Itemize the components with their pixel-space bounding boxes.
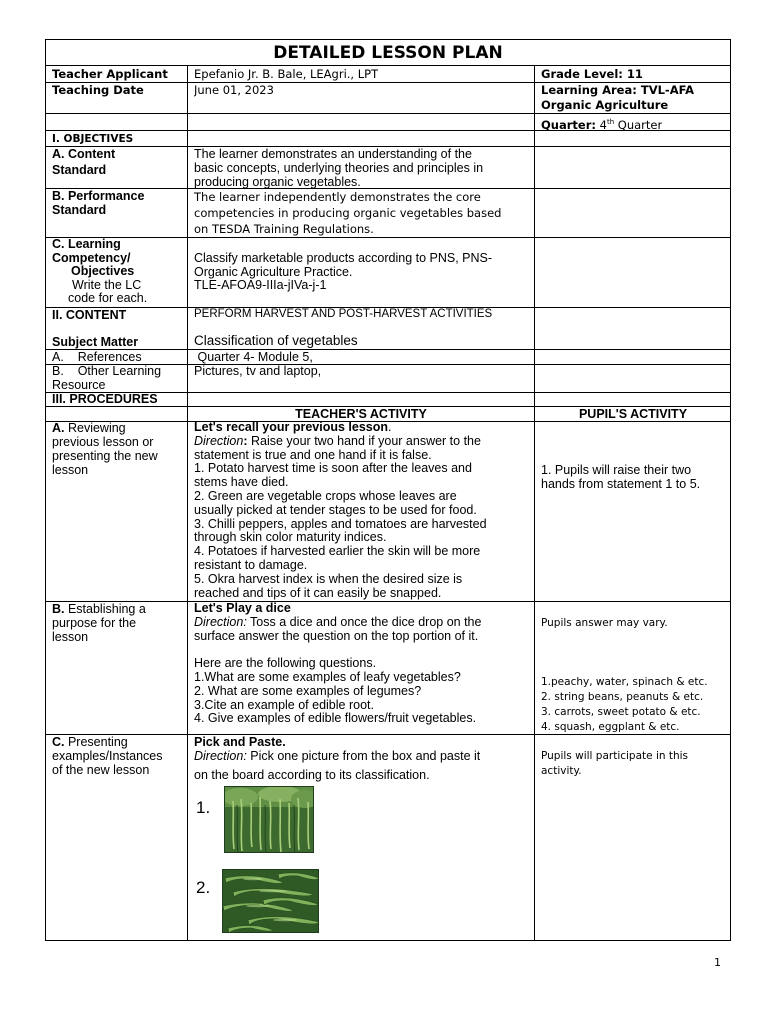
performance-standard-text xyxy=(194,189,501,237)
label-line: Resource xyxy=(52,378,106,392)
direction-line: surface answer the question on the top portion of it. xyxy=(194,628,479,643)
page-number: 1 xyxy=(714,956,721,969)
quarter-suffix: th xyxy=(606,118,615,126)
performance-standard-label xyxy=(52,189,144,217)
text-line: Pupils will participate in this xyxy=(541,750,689,762)
quarter-label: Quarter: xyxy=(541,117,596,132)
label-line: purpose for the xyxy=(52,616,137,630)
label-line: C. Learning xyxy=(52,238,121,251)
green-beans-illustration xyxy=(223,870,319,933)
text-line: TLE-AFOA9-IIIa-jIVa-j-1 xyxy=(194,278,327,293)
list-item: resistant to damage. xyxy=(194,557,308,572)
picture-1-number: 1. xyxy=(196,798,211,817)
label-line: lesson xyxy=(52,630,89,644)
date-label: Teaching Date xyxy=(52,83,144,97)
answer-item: 3. carrots, sweet potato & etc. xyxy=(541,706,701,718)
direction-line xyxy=(194,616,481,630)
label-line: lesson xyxy=(52,463,89,477)
procedure-b-label xyxy=(52,602,146,644)
lesson-plan-table xyxy=(45,39,731,941)
list-item: 2. Green are vegetable crops whose leaves are xyxy=(194,488,457,503)
label-text: Presenting xyxy=(64,735,128,749)
content-heading: II. CONTENT xyxy=(52,308,127,322)
answer-item: 4. squash, eggplant & etc. xyxy=(541,721,680,733)
teacher-activity-header: TEACHER'S ACTIVITY xyxy=(295,407,427,421)
label-text: Reviewing xyxy=(64,421,126,435)
column-divider xyxy=(187,66,188,941)
direction-line: on the board according to its classification. xyxy=(194,768,430,782)
procedure-b-pupil-note: Pupils answer may vary. xyxy=(541,617,668,629)
activity-title: Pick and Paste. xyxy=(194,735,286,749)
row-divider xyxy=(46,349,730,350)
column-divider xyxy=(534,66,535,941)
direction-text: Toss a dice and once the dice drop on the xyxy=(246,614,482,629)
answer-item: 2. string beans, peanuts & etc. xyxy=(541,691,704,703)
title-text: Let's recall your previous lesson xyxy=(194,421,389,434)
subject-matter-text: Classification of vegetables xyxy=(194,334,358,348)
procedure-a-teacher xyxy=(194,421,487,600)
direction-label: Direction xyxy=(194,433,244,448)
text-line: competencies in producing organic vegetables based xyxy=(194,206,502,220)
text-line: basic concepts, underlying theories and principles in xyxy=(194,161,484,175)
procedure-c-teacher xyxy=(194,735,480,782)
quarter-number: 4 xyxy=(599,117,607,132)
procedure-b-pupil-answers xyxy=(541,675,708,735)
label-line: A. Content xyxy=(52,147,116,161)
blank-line xyxy=(194,643,481,657)
label-text: Establishing a xyxy=(64,602,146,616)
text-line: The learner demonstrates an understanding of the xyxy=(194,147,472,161)
label-line: B. Performance xyxy=(52,189,145,203)
direction-label: Direction: xyxy=(194,749,247,763)
procedures-heading: III. PROCEDURES xyxy=(52,392,158,406)
direction-label: Direction: xyxy=(194,614,247,629)
content-heading-text: PERFORM HARVEST AND POST-HARVEST ACTIVITIES xyxy=(194,308,493,320)
list-item: through skin color maturity indices. xyxy=(194,530,387,545)
direction-colon: : xyxy=(243,433,248,448)
list-item: 5. Okra harvest index is when the desired size is xyxy=(194,571,463,586)
label-line: examples/Instances xyxy=(52,749,163,763)
label-line: presenting the new xyxy=(52,449,158,463)
label-line: Write the LC xyxy=(72,277,142,292)
text-line: Organic Agriculture Practice. xyxy=(194,264,353,279)
label-line: previous lesson or xyxy=(52,435,154,449)
label-line: Standard xyxy=(52,163,107,177)
quarter xyxy=(541,115,662,133)
label-line: B. Other Learning xyxy=(52,364,162,378)
question-item: 1.What are some examples of leafy vegetables? xyxy=(194,669,461,684)
title-end: . xyxy=(388,421,392,434)
teacher-value: Epefanio Jr. B. Bale, LEAgri., LPT xyxy=(194,67,379,81)
activity-title xyxy=(194,421,487,435)
references-text: Quarter 4- Module 5, xyxy=(194,350,313,364)
row-divider xyxy=(46,113,730,114)
direction-line: statement is true and one hand if it is false. xyxy=(194,447,432,462)
text-line: activity. xyxy=(541,765,582,777)
pupil-activity-header: PUPIL'S ACTIVITY xyxy=(578,407,688,421)
list-item: 1. Potato harvest time is soon after the leaves and xyxy=(194,461,472,476)
other-resources-text: Pictures, tv and laptop, xyxy=(194,364,322,378)
green-beans-image xyxy=(222,869,319,933)
text-line: Classify marketable products according to PNS, PNS- xyxy=(194,252,493,265)
date-value: June 01, 2023 xyxy=(194,83,274,97)
label-line: Standard xyxy=(52,203,107,217)
learning-area-line: Learning Area: TVL-AFA xyxy=(541,83,695,97)
label-prefix: B. xyxy=(52,602,65,616)
learning-area xyxy=(541,83,694,113)
question-item: 3.Cite an example of edible root. xyxy=(194,697,374,712)
intro-line: Here are the following questions. xyxy=(194,656,377,671)
text-line: on TESDA Training Regulations. xyxy=(194,222,374,236)
content-standard-label xyxy=(52,147,115,177)
list-item: reached and tips of it can easily be snapped. xyxy=(194,585,442,600)
label-line xyxy=(52,602,146,616)
procedure-a-label xyxy=(52,421,158,477)
label-line: code for each. xyxy=(68,291,148,306)
other-resources-label xyxy=(52,364,161,392)
direction-text: Raise your two hand if your answer to the xyxy=(247,433,481,448)
objectives-heading: I. OBJECTIVES xyxy=(52,133,134,145)
learning-competency-text xyxy=(194,252,492,293)
question-item: 2. What are some examples of legumes? xyxy=(194,683,422,698)
label-line: Competency/ xyxy=(52,250,131,265)
procedure-c-label xyxy=(52,735,162,777)
list-item: usually picked at tender stages to be used for food. xyxy=(194,502,477,517)
text-line: hands from statement 1 to 5. xyxy=(541,477,701,491)
direction-text: Pick one picture from the box and paste it xyxy=(246,749,481,763)
activity-title: Let's Play a dice xyxy=(194,602,291,615)
direction-line xyxy=(194,435,487,449)
procedure-b-teacher xyxy=(194,602,481,726)
references-label: A. References xyxy=(52,350,142,364)
procedure-a-pupil xyxy=(541,463,700,491)
picture-2-number: 2. xyxy=(196,878,211,897)
question-item: 4. Give examples of edible flowers/fruit vegetables. xyxy=(194,711,477,726)
procedure-c-pupil xyxy=(541,749,688,779)
learning-area-line: Organic Agriculture xyxy=(541,98,669,112)
label-prefix: C. xyxy=(52,735,65,749)
answer-item: 1.peachy, water, spinach & etc. xyxy=(541,676,708,688)
text-line: The learner independently demonstrates the core xyxy=(194,190,481,204)
list-item: stems have died. xyxy=(194,475,289,490)
label-line xyxy=(52,735,162,749)
list-item: 4. Potatoes if harvested earlier the skin will be more xyxy=(194,544,481,559)
grade-level: Grade Level: 11 xyxy=(541,67,643,81)
string-beans-image xyxy=(224,786,314,853)
label-line: Objectives xyxy=(71,264,135,279)
text-line: producing organic vegetables. xyxy=(194,175,361,189)
direction-line xyxy=(194,749,480,763)
row-divider xyxy=(46,237,730,238)
label-prefix: A. xyxy=(52,421,65,435)
label-line: of the new lesson xyxy=(52,763,150,777)
learning-competency-label xyxy=(52,238,147,306)
teacher-label: Teacher Applicant xyxy=(52,67,168,81)
label-line xyxy=(52,421,158,435)
content-standard-text xyxy=(194,147,483,189)
text-line: 1. Pupils will raise their two xyxy=(541,463,692,477)
document-title: DETAILED LESSON PLAN xyxy=(46,40,730,66)
string-beans-illustration xyxy=(225,787,314,853)
quarter-word: Quarter xyxy=(617,117,663,132)
list-item: 3. Chilli peppers, apples and tomatoes are harvested xyxy=(194,516,487,531)
subject-matter-label: Subject Matter xyxy=(52,335,139,349)
